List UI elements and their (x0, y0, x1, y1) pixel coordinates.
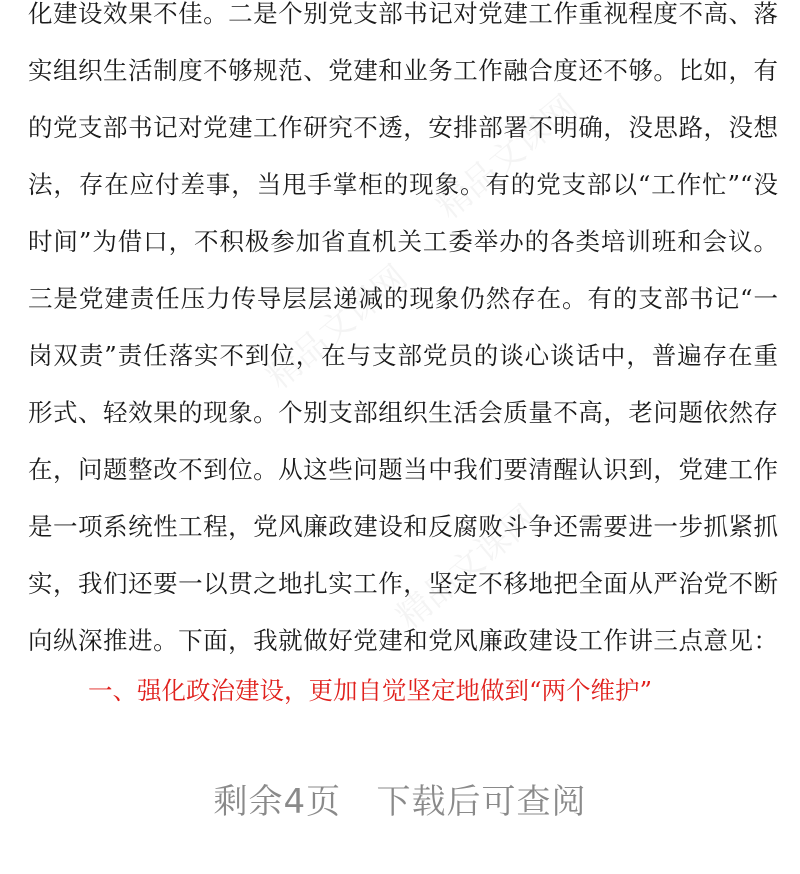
text-line (28, 342, 778, 399)
text-line (28, 456, 778, 513)
text-line (28, 57, 778, 114)
text-line-content: 实，我们还要一以贯之地扎实工作，坚定不移地把全面从严治党不断 (28, 569, 778, 598)
text-line-content: 在，问题整改不到位。从这些问题当中我们要清醒认识到，党建工作 (28, 455, 778, 484)
text-line-content: 向纵深推进。下面，我就做好党建和党风廉政建设工作讲三点意见： (28, 626, 778, 655)
text-line (28, 0, 778, 57)
download-prompt[interactable]: 剩余4页 下载后可查阅 (213, 782, 587, 822)
text-line-content: 岗双责”责任落实不到位，在与支部党员的谈心谈话中，普遍存在重 (28, 341, 778, 370)
text-line-content: 时间”为借口，不积极参加省直机关工委举办的各类培训班和会议。 (28, 227, 778, 256)
watermark: 精品文课网 (259, 257, 416, 398)
text-line-content: 的党支部书记对党建工作研究不透，安排部署不明确，没思路，没想 (28, 113, 778, 142)
text-line (28, 399, 778, 456)
text-line-content: 形式、轻效果的现象。个别支部组织生活会质量不高，老问题依然存 (28, 398, 778, 427)
text-line-content: 化建设效果不佳。二是个别党支部书记对党建工作重视程度不高、落 (28, 0, 778, 28)
text-line-content: 是一项系统性工程，党风廉政建设和反腐败斗争还需要进一步抓紧抓 (28, 512, 778, 541)
text-line (28, 171, 778, 228)
text-line-content: 三是党建责任压力传导层层递减的现象仍然存在。有的支部书记“一 (28, 284, 778, 313)
text-line-content: 实组织生活制度不够规范、党建和业务工作融合度还不够。比如，有 (28, 56, 778, 85)
text-line (28, 285, 778, 342)
body-text (28, 0, 778, 684)
text-line (28, 513, 778, 570)
watermark: 精品文课网 (389, 497, 546, 638)
text-line (28, 570, 778, 627)
text-line (28, 114, 778, 171)
watermark: 精品文课网 (429, 87, 586, 228)
text-line-content: 法，存在应付差事，当甩手掌柜的现象。有的党支部以“工作忙”“没 (28, 170, 778, 199)
section-heading: 一、强化政治建设，更加自觉坚定地做到“两个维护” (88, 676, 653, 705)
text-line (28, 228, 778, 285)
